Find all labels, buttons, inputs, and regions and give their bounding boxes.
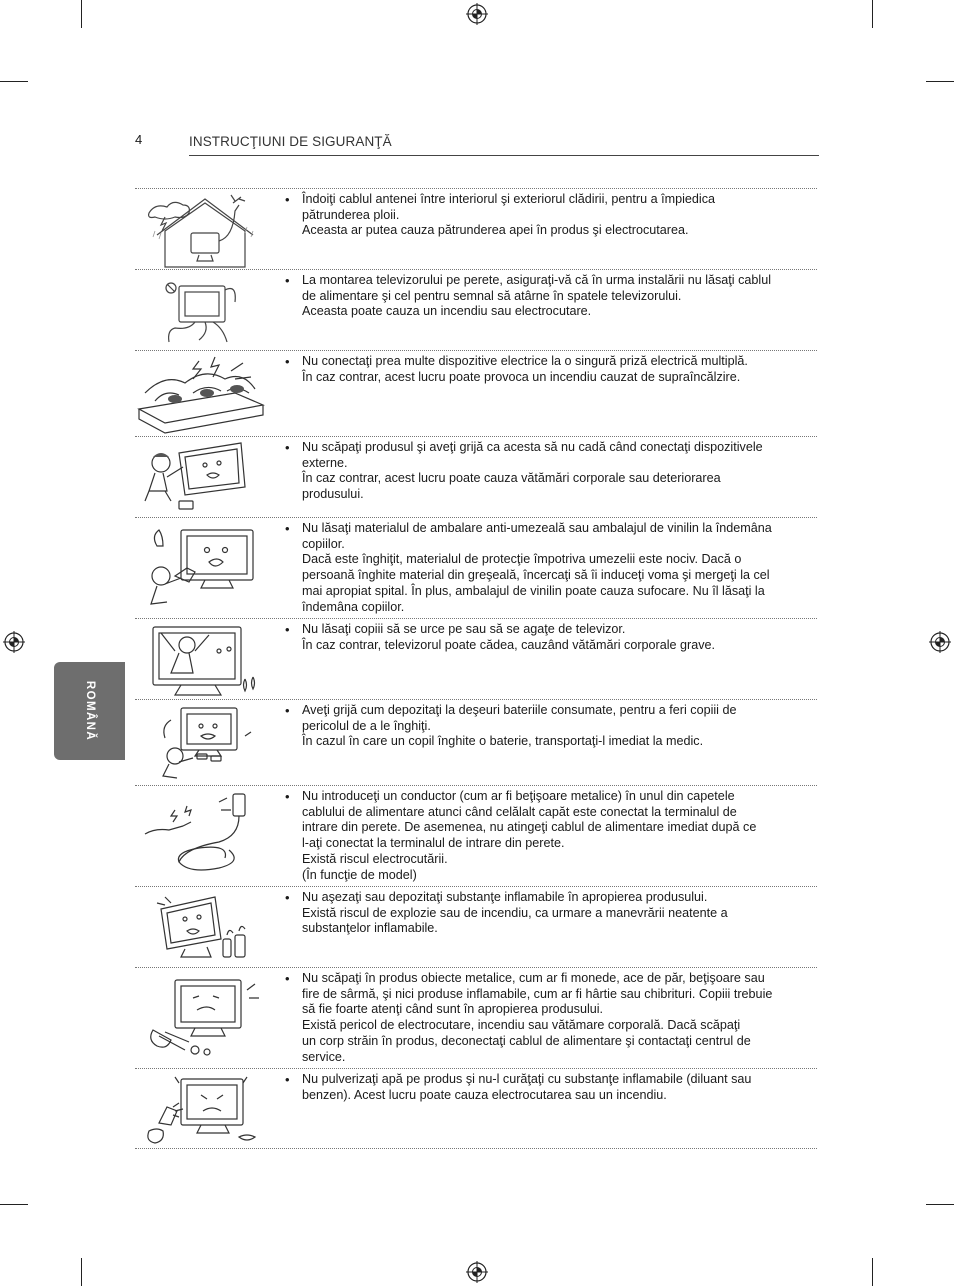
instruction-text: • Nu conectaţi prea multe dispozitive electrice la o singură priză electrică multiplă. În caz contrar, acest lucru poate provoca un incendiu cauzat de supraîncălzire. (285, 354, 748, 384)
safety-item (135, 188, 817, 269)
safety-item (135, 618, 817, 699)
bullet: • (285, 273, 290, 288)
registration-mark-icon (929, 631, 951, 653)
instruction-text: • Nu aşezaţi sau depozitaţi substanţe inflamabile în apropierea produsului. Există riscul de explozie sau de incendiu, ca urmare a manevrării neatente a substanţelor inflamabile. (285, 890, 728, 936)
instruction-text: • La montarea televizorului pe perete, asiguraţi-vă că în urma instalării nu lăsaţi cablul de alimentare şi cel pentru semnal să atârne în spatele televizorului. Aceasta poate cauza un incendiu sau electrocutare. (285, 273, 772, 319)
bullet: • (285, 192, 290, 207)
crop-mark (0, 81, 28, 82)
metal-objects-icon (135, 970, 265, 1066)
safety-item (135, 436, 817, 517)
instruction-text: • Nu scăpaţi în produs obiecte metalice, cum ar fi monede, ace de păr, beţişoare sau fire de sârmă, şi nici produse inflamabile, cum ar fi hârtie sau chibrituri. Copiii trebuie să fie foarte atenţi când sunt în apropierea produsului. Există pericol de electrocutare, incendiu sau vătămare corporală. Dacă scăpaţi un corp străin în produs, deconectaţi cablul de alimentare şi contactaţi centrul de service. (285, 971, 773, 1064)
child-packaging-icon (135, 520, 265, 616)
safety-item (135, 1068, 817, 1149)
crop-mark (872, 1258, 873, 1286)
safety-item (135, 967, 817, 1068)
safety-item (135, 699, 817, 785)
bullet: • (285, 971, 290, 986)
language-tab-label: ROMÂNĂ (83, 680, 96, 742)
antenna-cable-house-icon (135, 191, 265, 269)
power-cable-conductor-icon (135, 788, 265, 884)
bullet: • (285, 622, 290, 637)
bullet: • (285, 440, 290, 455)
crop-mark (926, 81, 954, 82)
crop-mark (926, 1204, 954, 1205)
crop-mark (872, 0, 873, 28)
crop-mark (81, 0, 82, 28)
language-tab (54, 662, 125, 760)
safety-item (135, 269, 817, 350)
water-spray-icon (135, 1071, 265, 1149)
instruction-text: • Nu lăsaţi materialul de ambalare anti-umezeală sau ambalajul de vinilin la îndemâna copiilor. Dacă este înghiţit, materialul de protecţie împotriva umezelii este nociv. Dacă o persoană înghite material din greşeală, încercaţi să îi induceţi voma şi mergeţi la cel mai apropiat spital. În plus, ambalajul de vinilin poate cauza sufocare. Nu îl lăsaţi la îndemâna copiilor. (285, 521, 772, 614)
safety-item (135, 350, 817, 436)
bullet: • (285, 890, 290, 905)
bullet: • (285, 703, 290, 718)
falling-tv-icon (135, 439, 265, 517)
safety-item (135, 785, 817, 886)
instruction-text: • Nu pulverizaţi apă pe produs şi nu-l curăţaţi cu substanţe inflamabile (diluant sau benzen). Acest lucru poate cauza electrocutarea sau un incendiu. (285, 1072, 752, 1102)
section-title: INSTRUCŢIUNI DE SIGURANŢĂ (189, 134, 392, 149)
flammable-substances-icon (135, 889, 265, 967)
registration-mark-icon (466, 1261, 488, 1283)
bullet: • (285, 1072, 290, 1087)
page-number: 4 (135, 132, 143, 147)
instruction-text: • Nu lăsaţi copiii să se urce pe sau să se agaţe de televizor. În caz contrar, televizorul poate cădea, cauzând vătămări corporale grave. (285, 622, 716, 652)
safety-item (135, 517, 817, 618)
instruction-text: • Îndoiţi cablul antenei între interiorul şi exteriorul clădirii, pentru a împiedica pătrunderea ploii. Aceasta ar putea cauza pătrunderea apei în produs şi electrocutarea. (285, 192, 716, 238)
child-battery-icon (135, 702, 265, 784)
crop-mark (81, 1258, 82, 1286)
bullet: • (285, 521, 290, 536)
instruction-text: • Aveţi grijă cum depozitaţi la deşeuri bateriile consumate, pentru a feri copiii de pericolul de a le înghiţi. În cazul în care un copil înghite o baterie, transportaţi-l imediat la medic. (285, 703, 737, 749)
header-divider (189, 155, 819, 156)
instruction-text: • Nu scăpaţi produsul şi aveţi grijă ca acesta să nu cadă când conectaţi dispozitivele externe. În caz contrar, acest lucru poate cauza vătămări corporale sau deteriorarea produsului. (285, 440, 763, 502)
wall-mount-cables-icon (135, 272, 265, 350)
instruction-text: • Nu introduceţi un conductor (cum ar fi beţişoare metalice) în unul din capetele cablului de alimentare atunci când celălalt capăt este conectat la terminalul de intrare din perete. De asemenea, nu atingeţi cablul de alimentare imediat după ce l-aţi conectat la terminalul de intrare din perete. Există riscul electrocutării. (În funcţie de model) (285, 789, 757, 882)
crop-mark (0, 1204, 28, 1205)
child-climbing-tv-icon (135, 621, 265, 699)
overloaded-power-strip-icon (135, 353, 265, 435)
bullet: • (285, 354, 290, 369)
registration-mark-icon (466, 3, 488, 25)
bullet: • (285, 789, 290, 804)
registration-mark-icon (3, 631, 25, 653)
safety-instructions-list (135, 188, 817, 1149)
safety-item (135, 886, 817, 967)
